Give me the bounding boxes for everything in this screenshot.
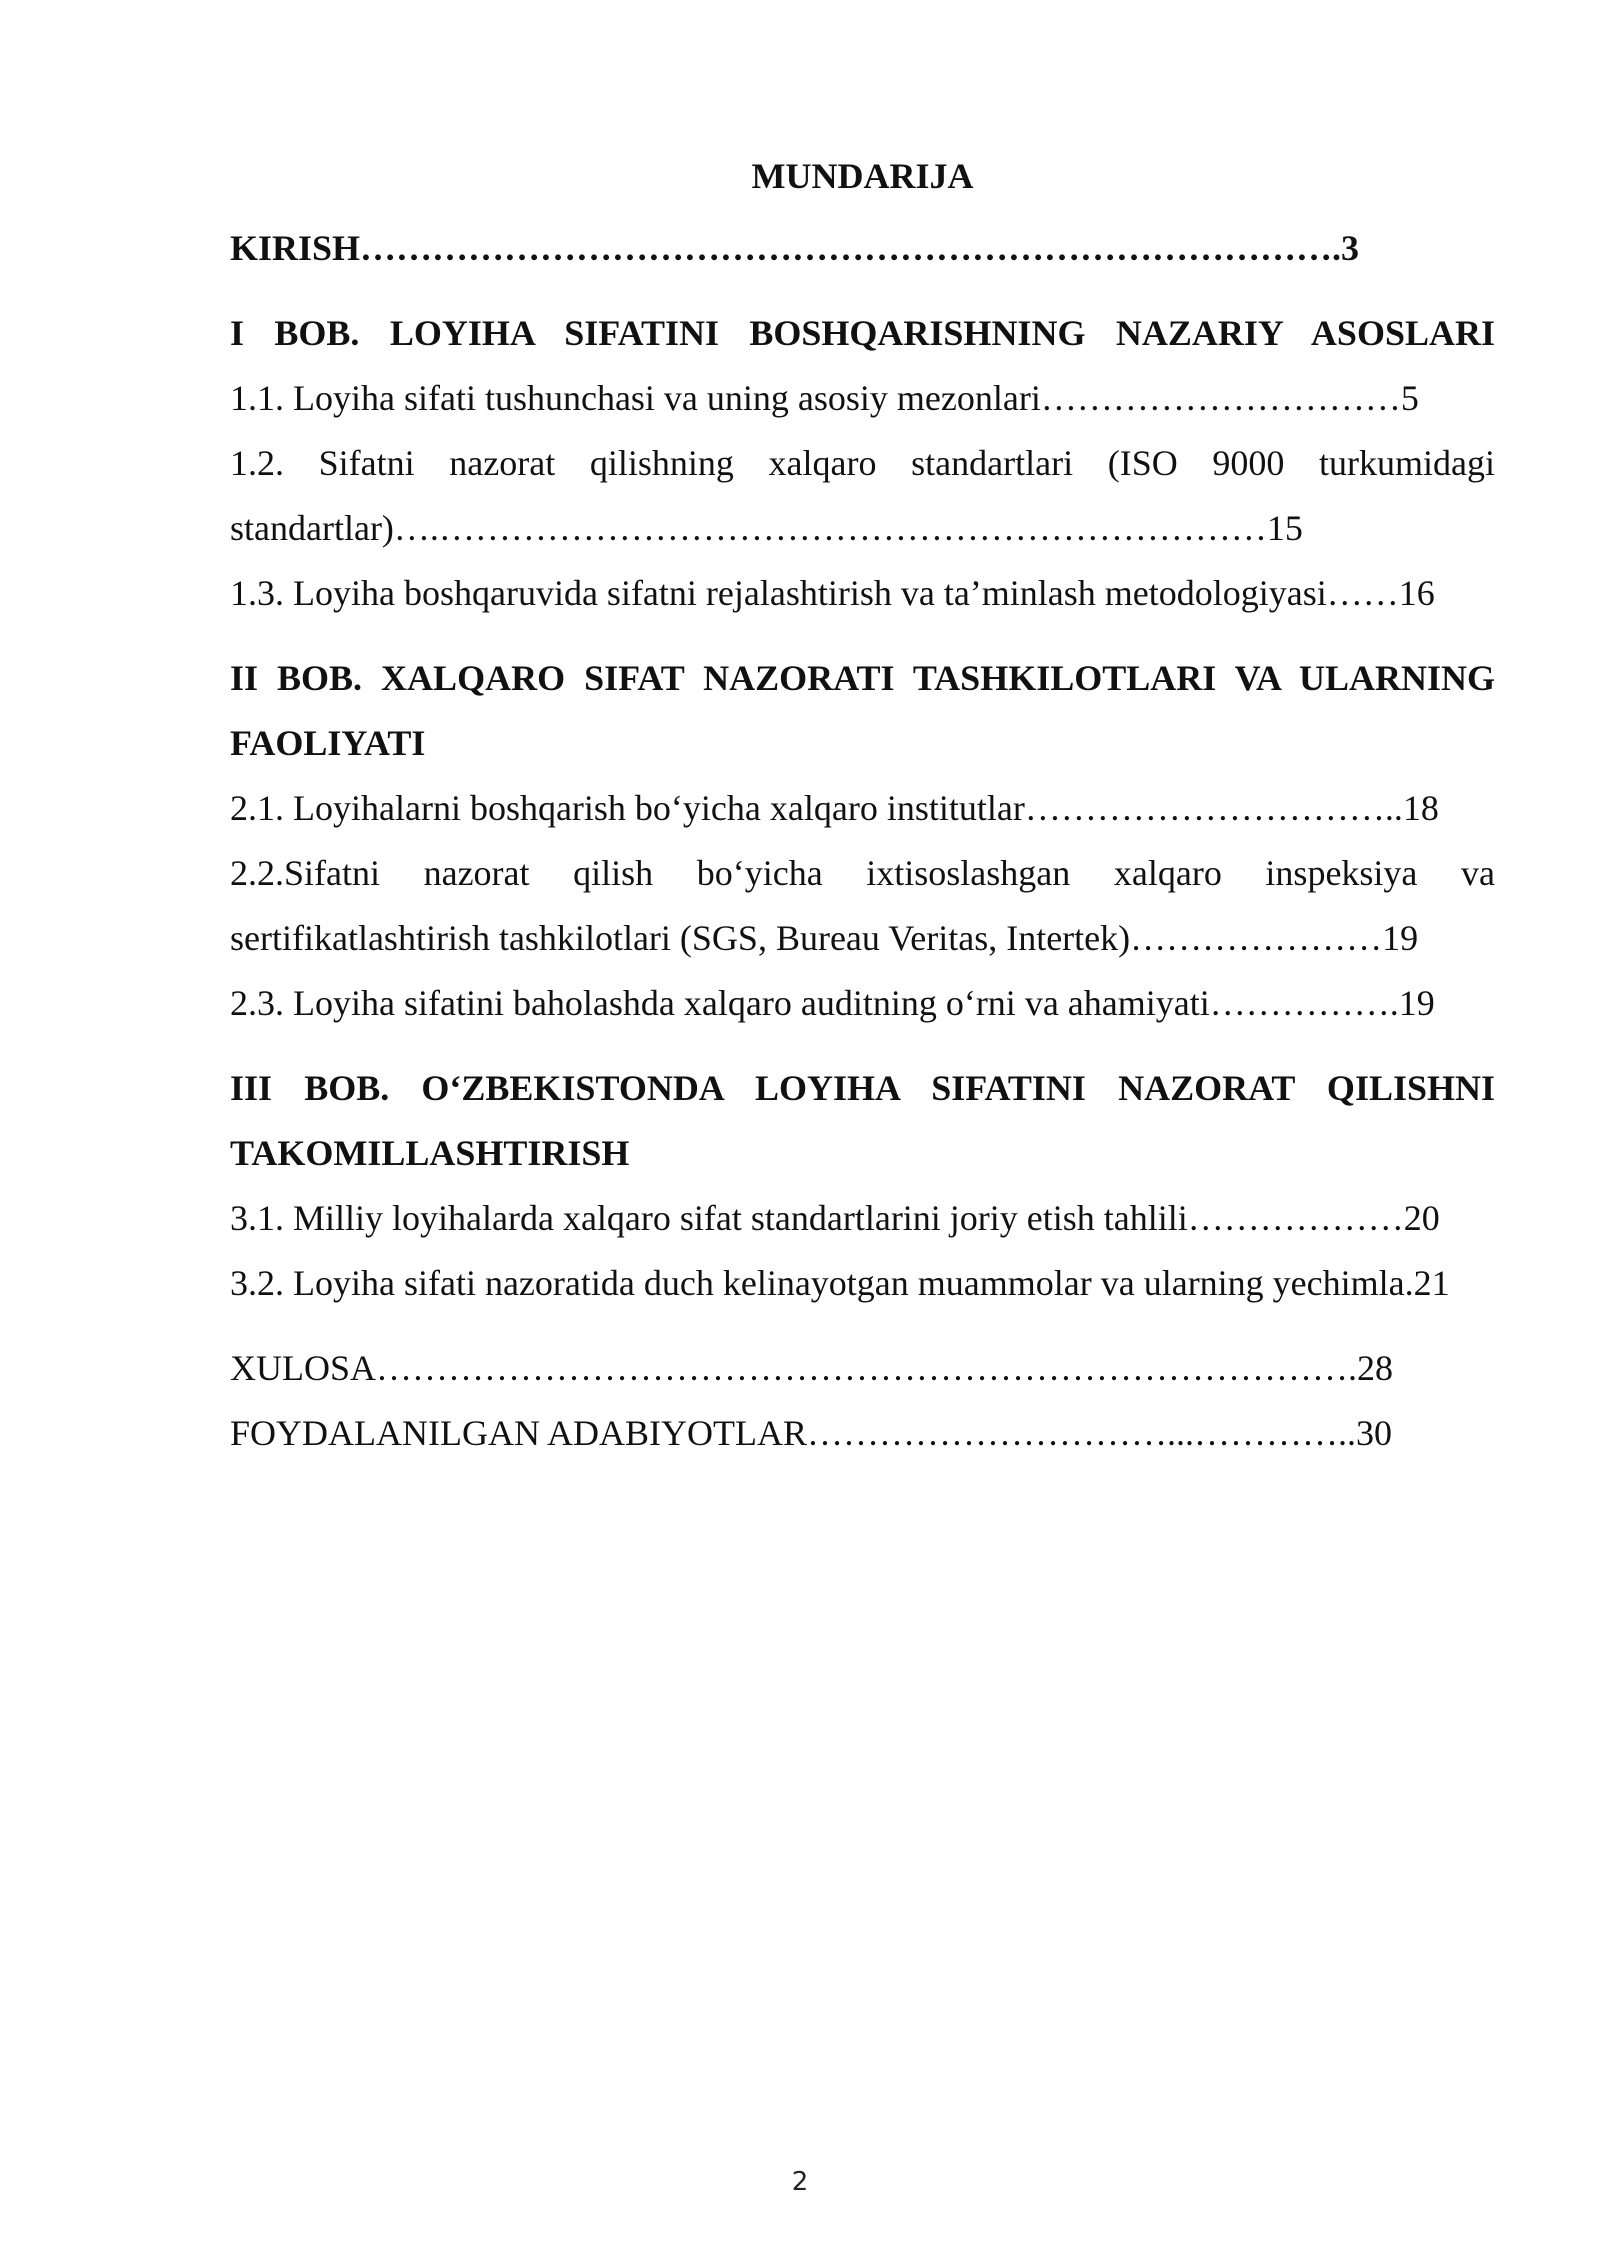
toc-entry-1-2-line2: standartlar)….……………………………………………………………15 (230, 508, 1303, 548)
chapter-2-title-line1: II BOB. XALQARO SIFAT NAZORATI TASHKILOTLARI VA ULARNING (230, 658, 1495, 698)
chapter-3-title-line1: III BOB. O‘ZBEKISTONDA LOYIHA SIFATINI NAZORAT QILISHNI (230, 1068, 1495, 1108)
toc-entry-2-2-line2: sertifikatlashtirish tashkilotlari (SGS, Bureau Veritas, Intertek)…………………19 (230, 918, 1419, 958)
toc-entry-3-1: 3.1. Milliy loyihalarda xalqaro sifat standartlarini joriy etish tahlili………………20 (230, 1198, 1440, 1238)
chapter-1-title: I BOB. LOYIHA SIFATINI BOSHQARISHNING NAZARIY ASOSLARI (230, 313, 1495, 353)
toc-title: MUNDARIJA (751, 156, 974, 196)
toc-entry-3-2: 3.2. Loyiha sifati nazoratida duch kelinayotgan muammolar va ularning yechimla.21 (230, 1263, 1450, 1303)
toc-entry-kirish: KIRISH……………………………………………………………………….3 (230, 228, 1360, 268)
page-number: 2 (791, 2167, 809, 2197)
toc-entry-1-2-line1: 1.2. Sifatni nazorat qilishning xalqaro standartlari (ISO 9000 turkumidagi (230, 443, 1495, 483)
toc-entry-2-2-line1: 2.2.Sifatni nazorat qilish bo‘yicha ixtisoslashgan xalqaro inspeksiya va (230, 853, 1495, 893)
document-page (230, 150, 1495, 1466)
chapter-2-title-line2: FAOLIYATI (230, 723, 426, 763)
toc-entry-adabiyotlar: FOYDALANILGAN ADABIYOTLAR…………………………...…………..30 (230, 1413, 1392, 1453)
toc-entry-2-1: 2.1. Loyihalarni boshqarish bo‘yicha xalqaro institutlar…………………………..18 (230, 788, 1439, 828)
toc-entry-xulosa: XULOSA……………………………………………………………………….28 (230, 1348, 1394, 1388)
toc-entry-1-1: 1.1. Loyiha sifati tushunchasi va uning asosiy mezonlari…………………………5 (230, 378, 1419, 418)
chapter-3-title-line2: TAKOMILLASHTIRISH (230, 1133, 630, 1173)
toc-entry-2-3: 2.3. Loyiha sifatini baholashda xalqaro auditning o‘rni va ahamiyati…………….19 (230, 983, 1435, 1023)
toc-entry-1-3: 1.3. Loyiha boshqaruvida sifatni rejalashtirish va ta’minlash metodologiyasi……16 (230, 573, 1435, 613)
